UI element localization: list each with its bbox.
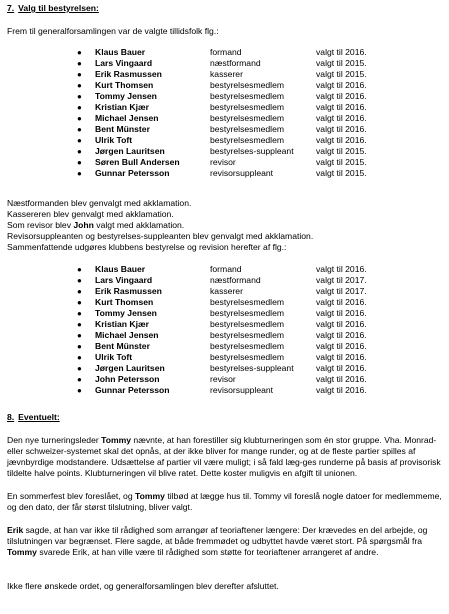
officer-row <box>0 341 449 352</box>
bullet-icon: ● <box>77 48 82 57</box>
officer-row <box>0 297 449 308</box>
officer-term: valgt til 2016. <box>316 341 367 351</box>
officer-name: Kurt Thomsen <box>95 80 154 90</box>
officer-row <box>0 69 449 80</box>
officer-role: revisorsuppleant <box>210 385 274 395</box>
bullet-icon: ● <box>77 298 82 307</box>
paragraph-turnering: Den nye turneringsleder Tommy nævnte, at han forestiller sig klubturneringen som én stor gruppe. Vha. Monrad- eller schweizer-systemet skal det opnås, at der ikke bliver for mange runder, og at de fleste partier spilles af jævnbyrdige modstandere. Udsættelse af partier vil være muligt; i så fald læg-ges runderne på basis af provisorisk tildelte halve points. Klubturneringen vil blive ratet. Dette koster muligvis en afgift til unionen. <box>7 435 441 478</box>
officer-term: valgt til 2016. <box>316 352 367 362</box>
officer-term: valgt til 2016. <box>316 374 367 384</box>
officer-name: Kristian Kjær <box>95 319 149 329</box>
officer-name: Lars Vingaard <box>95 275 153 285</box>
officer-term: valgt til 2016. <box>316 80 367 90</box>
bullet-icon: ● <box>77 59 82 68</box>
officer-name: Ulrik Toft <box>95 352 133 362</box>
bullet-icon: ● <box>77 147 82 156</box>
election-note-name: John <box>73 220 94 230</box>
officer-role: bestyrelsesmedlem <box>210 91 285 101</box>
officer-name: Ulrik Toft <box>95 135 133 145</box>
officer-row <box>0 363 449 374</box>
officer-term: valgt til 2016. <box>316 330 367 340</box>
officer-row <box>0 352 449 363</box>
bullet-icon: ● <box>77 342 82 351</box>
bullet-icon: ● <box>77 136 82 145</box>
officer-role: bestyrelsesmedlem <box>210 124 285 134</box>
officer-name: Lars Vingaard <box>95 58 153 68</box>
officer-role: revisor <box>210 374 236 384</box>
bullet-icon: ● <box>77 125 82 134</box>
officer-row <box>0 157 449 168</box>
officer-term: valgt til 2016. <box>316 363 367 373</box>
officer-name: Erik Rasmussen <box>95 286 162 296</box>
section-8-title: Eventuelt: <box>18 412 60 422</box>
officer-name: Kurt Thomsen <box>95 297 154 307</box>
officer-row <box>0 47 449 58</box>
section-8-number: 8. <box>7 412 15 422</box>
officer-name: Michael Jensen <box>95 330 159 340</box>
officer-name: Klaus Bauer <box>95 47 146 57</box>
bullet-icon: ● <box>77 103 82 112</box>
election-note: Revisorsuppleanten og bestyrelses-suppleanten blev genvalgt med akklamation. <box>7 231 314 241</box>
officer-term: valgt til 2016. <box>316 385 367 395</box>
election-note: Kassereren blev genvalgt med akklamation. <box>7 209 174 219</box>
officer-role: revisor <box>210 157 236 167</box>
officer-name: Søren Bull Andersen <box>95 157 180 167</box>
officer-role: kasserer <box>210 69 243 79</box>
paragraph-sommerfest: En sommerfest blev foreslået, og Tommy tilbød at lægge hus til. Tommy vil foreslå nogle datoer for medlemmeme, og den dato, der får størst tilslutning, bliver valgt. <box>7 491 442 512</box>
officer-term: valgt til 2015. <box>316 69 367 79</box>
officer-role: bestyrelses-suppleant <box>210 146 294 156</box>
officer-term: valgt til 2016. <box>316 308 367 318</box>
officer-name: Klaus Bauer <box>95 264 146 274</box>
officer-term: valgt til 2017. <box>316 286 367 296</box>
officer-term: valgt til 2015. <box>316 168 367 178</box>
officer-role: bestyrelsesmedlem <box>210 352 285 362</box>
bullet-icon: ● <box>77 114 82 123</box>
officer-role: kasserer <box>210 286 243 296</box>
bullet-icon: ● <box>77 81 82 90</box>
officer-term: valgt til 2016. <box>316 124 367 134</box>
officer-row <box>0 374 449 385</box>
officer-role: bestyrelsesmedlem <box>210 319 285 329</box>
officer-term: valgt til 2016. <box>316 135 367 145</box>
election-note: Sammenfattende udgøres klubbens bestyrelse og revision herefter af flg.: <box>7 242 287 252</box>
officer-term: valgt til 2016. <box>316 264 367 274</box>
officer-role: bestyrelsesmedlem <box>210 113 285 123</box>
officer-term: valgt til 2016. <box>316 47 367 57</box>
officer-row <box>0 91 449 102</box>
officer-row <box>0 135 449 146</box>
officer-term: valgt til 2017. <box>316 275 367 285</box>
officer-role: bestyrelsesmedlem <box>210 102 285 112</box>
officer-term: valgt til 2016. <box>316 113 367 123</box>
officer-term: valgt til 2015. <box>316 157 367 167</box>
section-7-number: 7. <box>7 3 15 13</box>
bullet-icon: ● <box>77 386 82 395</box>
officer-name: Erik Rasmussen <box>95 69 162 79</box>
officer-role: revisorsuppleant <box>210 168 274 178</box>
officer-name: Kristian Kjær <box>95 102 149 112</box>
officer-role: bestyrelsesmedlem <box>210 308 285 318</box>
bullet-icon: ● <box>77 320 82 329</box>
officer-role: næstformand <box>210 275 261 285</box>
officers-list-after <box>0 264 449 396</box>
officer-row <box>0 124 449 135</box>
officer-role: bestyrelsesmedlem <box>210 297 285 307</box>
officer-role: bestyrelsesmedlem <box>210 330 285 340</box>
officer-name: Michael Jensen <box>95 113 159 123</box>
officer-name: Bent Münster <box>95 341 150 351</box>
officer-row <box>0 80 449 91</box>
officer-term: valgt til 2016. <box>316 91 367 101</box>
bullet-icon: ● <box>77 158 82 167</box>
officer-name: Tommy Jensen <box>95 91 157 101</box>
officer-role: bestyrelsesmedlem <box>210 80 285 90</box>
election-note: Som revisor blev John valgt med akklamation. <box>7 220 185 230</box>
bullet-icon: ● <box>77 353 82 362</box>
bullet-icon: ● <box>77 265 82 274</box>
officer-row <box>0 308 449 319</box>
officer-row <box>0 330 449 341</box>
officer-row <box>0 102 449 113</box>
bullet-icon: ● <box>77 364 82 373</box>
officer-role: næstformand <box>210 58 261 68</box>
officer-row <box>0 168 449 179</box>
officer-row <box>0 113 449 124</box>
officer-role: bestyrelsesmedlem <box>210 341 285 351</box>
officer-row <box>0 385 449 396</box>
officer-row <box>0 146 449 157</box>
officer-term: valgt til 2016. <box>316 297 367 307</box>
officer-name: John Petersson <box>95 374 160 384</box>
officer-role: formand <box>210 264 242 274</box>
bullet-icon: ● <box>77 92 82 101</box>
officer-name: Gunnar Petersson <box>95 385 170 395</box>
officer-role: bestyrelsesmedlem <box>210 135 285 145</box>
officer-row <box>0 58 449 69</box>
bullet-icon: ● <box>77 331 82 340</box>
officer-term: valgt til 2016. <box>316 102 367 112</box>
paragraph-teoriaftener: Erik sagde, at han var ikke til rådighed som arrangør af teoriaftener længere: Der krævedes en del arbejde, og tilslutningen var begrænset. Flere sagde, at både fremmødet og udbyttet havde været stort. På spørgsmål fra Tommy svarede Erik, at han ville være til rådighed som støtte for teoriaftener arrangeret af andre. <box>7 525 428 557</box>
officer-role: bestyrelses-suppleant <box>210 363 294 373</box>
officer-row <box>0 286 449 297</box>
bullet-icon: ● <box>77 169 82 178</box>
section-7-intro: Frem til generalforsamlingen var de valgte tillidsfolk flg.: <box>7 26 219 36</box>
officer-name: Gunnar Petersson <box>95 168 170 178</box>
officer-name: Jørgen Lauritsen <box>95 363 165 373</box>
officer-name: Tommy Jensen <box>95 308 157 318</box>
section-7-title: Valg til bestyrelsen: <box>18 3 99 13</box>
officers-list-before <box>0 47 449 179</box>
officer-term: valgt til 2016. <box>316 319 367 329</box>
section-7-heading <box>7 3 99 14</box>
section-8-heading <box>7 412 60 423</box>
officer-role: formand <box>210 47 242 57</box>
bullet-icon: ● <box>77 287 82 296</box>
officer-name: Bent Münster <box>95 124 150 134</box>
officer-row <box>0 275 449 286</box>
bullet-icon: ● <box>77 375 82 384</box>
bullet-icon: ● <box>77 309 82 318</box>
election-note: Næstformanden blev genvalgt med akklamation. <box>7 198 192 208</box>
paragraph-afslutning: Ikke flere ønskede ordet, og generalforsamlingen blev derefter afsluttet. <box>7 581 279 591</box>
bullet-icon: ● <box>77 276 82 285</box>
officer-name: Jørgen Lauritsen <box>95 146 165 156</box>
officer-row <box>0 319 449 330</box>
officer-term: valgt til 2015. <box>316 146 367 156</box>
officer-row <box>0 264 449 275</box>
officer-term: valgt til 2015. <box>316 58 367 68</box>
bullet-icon: ● <box>77 70 82 79</box>
